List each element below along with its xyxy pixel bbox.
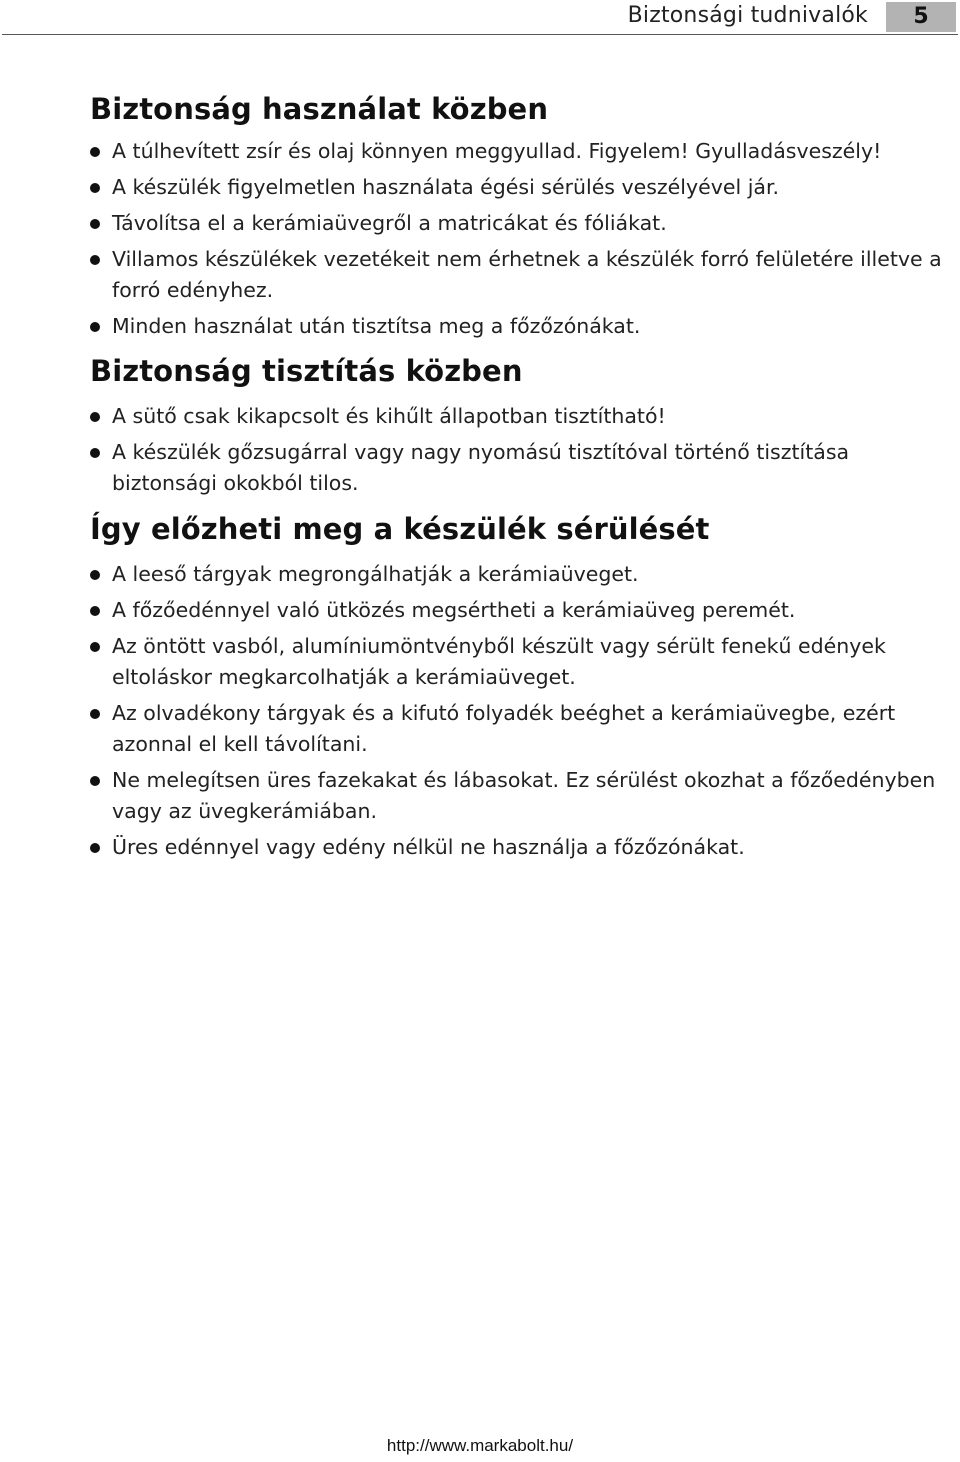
list-item-text: A túlhevített zsír és olaj könnyen meggyullad. Figyelem! Gyulladásveszély! xyxy=(112,139,882,163)
list-item-text: A leeső tárgyak megrongálhatják a kerámiaüveget. xyxy=(112,562,639,586)
cleaning-safety-list xyxy=(90,401,954,499)
section-title-cleaning-safety: Biztonság tisztítás közben xyxy=(90,354,523,388)
bullet-icon xyxy=(90,412,100,422)
list-item-text: A főzőedénnyel való ütközés megsértheti a kerámiaüveg peremét. xyxy=(112,598,796,622)
bullet-icon xyxy=(90,642,100,652)
list-item xyxy=(90,311,954,342)
list-item xyxy=(90,401,954,432)
bullet-icon xyxy=(90,219,100,229)
bullet-icon xyxy=(90,322,100,332)
list-item-text: Villamos készülékek vezetékeit nem érhetnek a készülék forró felületére illetve a forró edényhez. xyxy=(112,247,942,302)
section-title-damage-prevention: Így előzheti meg a készülék sérülését xyxy=(90,512,710,546)
list-item xyxy=(90,832,954,863)
list-item-text: A készülék figyelmetlen használata égési sérülés veszélyével jár. xyxy=(112,175,780,199)
list-item-text: A sütő csak kikapcsolt és kihűlt állapotban tisztítható! xyxy=(112,404,666,428)
list-item xyxy=(90,208,954,239)
usage-safety-list xyxy=(90,136,954,342)
section-title-usage-safety: Biztonság használat közben xyxy=(90,92,549,126)
bullet-icon xyxy=(90,776,100,786)
list-item xyxy=(90,136,954,167)
bullet-icon xyxy=(90,570,100,580)
section-header-title: Biztonsági tudnivalók xyxy=(627,3,868,28)
footer-url[interactable]: http://www.markabolt.hu/ xyxy=(386,1436,574,1455)
list-item xyxy=(90,437,954,499)
list-item-text: A készülék gőzsugárral vagy nagy nyomású tisztítóval történő tisztítása biztonsági okokból tilos. xyxy=(112,440,850,495)
bullet-icon xyxy=(90,448,100,458)
list-item xyxy=(90,631,954,693)
list-item-text: Az öntött vasból, alumíniumöntvényből készült vagy sérült fenekű edények eltoláskor megkarcolhatják a kerámiaüveget. xyxy=(112,634,886,689)
list-item-text: Az olvadékony tárgyak és a kifutó folyadék beéghet a kerámiaüvegbe, ezért azonnal el kell távolítani. xyxy=(112,701,896,756)
list-item xyxy=(90,559,954,590)
list-item xyxy=(90,765,954,827)
list-item xyxy=(90,698,954,760)
list-item xyxy=(90,172,954,203)
damage-prevention-list xyxy=(90,559,954,863)
list-item xyxy=(90,595,954,626)
list-item-text: Ne melegítsen üres fazekakat és lábasokat. Ez sérülést okozhat a főzőedényben vagy az üvegkerámiában. xyxy=(112,768,936,823)
bullet-icon xyxy=(90,709,100,719)
page-number-badge: 5 xyxy=(886,2,956,32)
bullet-icon xyxy=(90,147,100,157)
page-content xyxy=(90,92,954,868)
list-item-text: Távolítsa el a kerámiaüvegről a matricákat és fóliákat. xyxy=(112,211,667,235)
header-divider xyxy=(2,34,958,35)
bullet-icon xyxy=(90,255,100,265)
list-item xyxy=(90,244,954,306)
bullet-icon xyxy=(90,183,100,193)
list-item-text: Minden használat után tisztítsa meg a főzőzónákat. xyxy=(112,314,641,338)
bullet-icon xyxy=(90,606,100,616)
bullet-icon xyxy=(90,843,100,853)
list-item-text: Üres edénnyel vagy edény nélkül ne használja a főzőzónákat. xyxy=(112,835,745,859)
page-header xyxy=(0,0,960,34)
